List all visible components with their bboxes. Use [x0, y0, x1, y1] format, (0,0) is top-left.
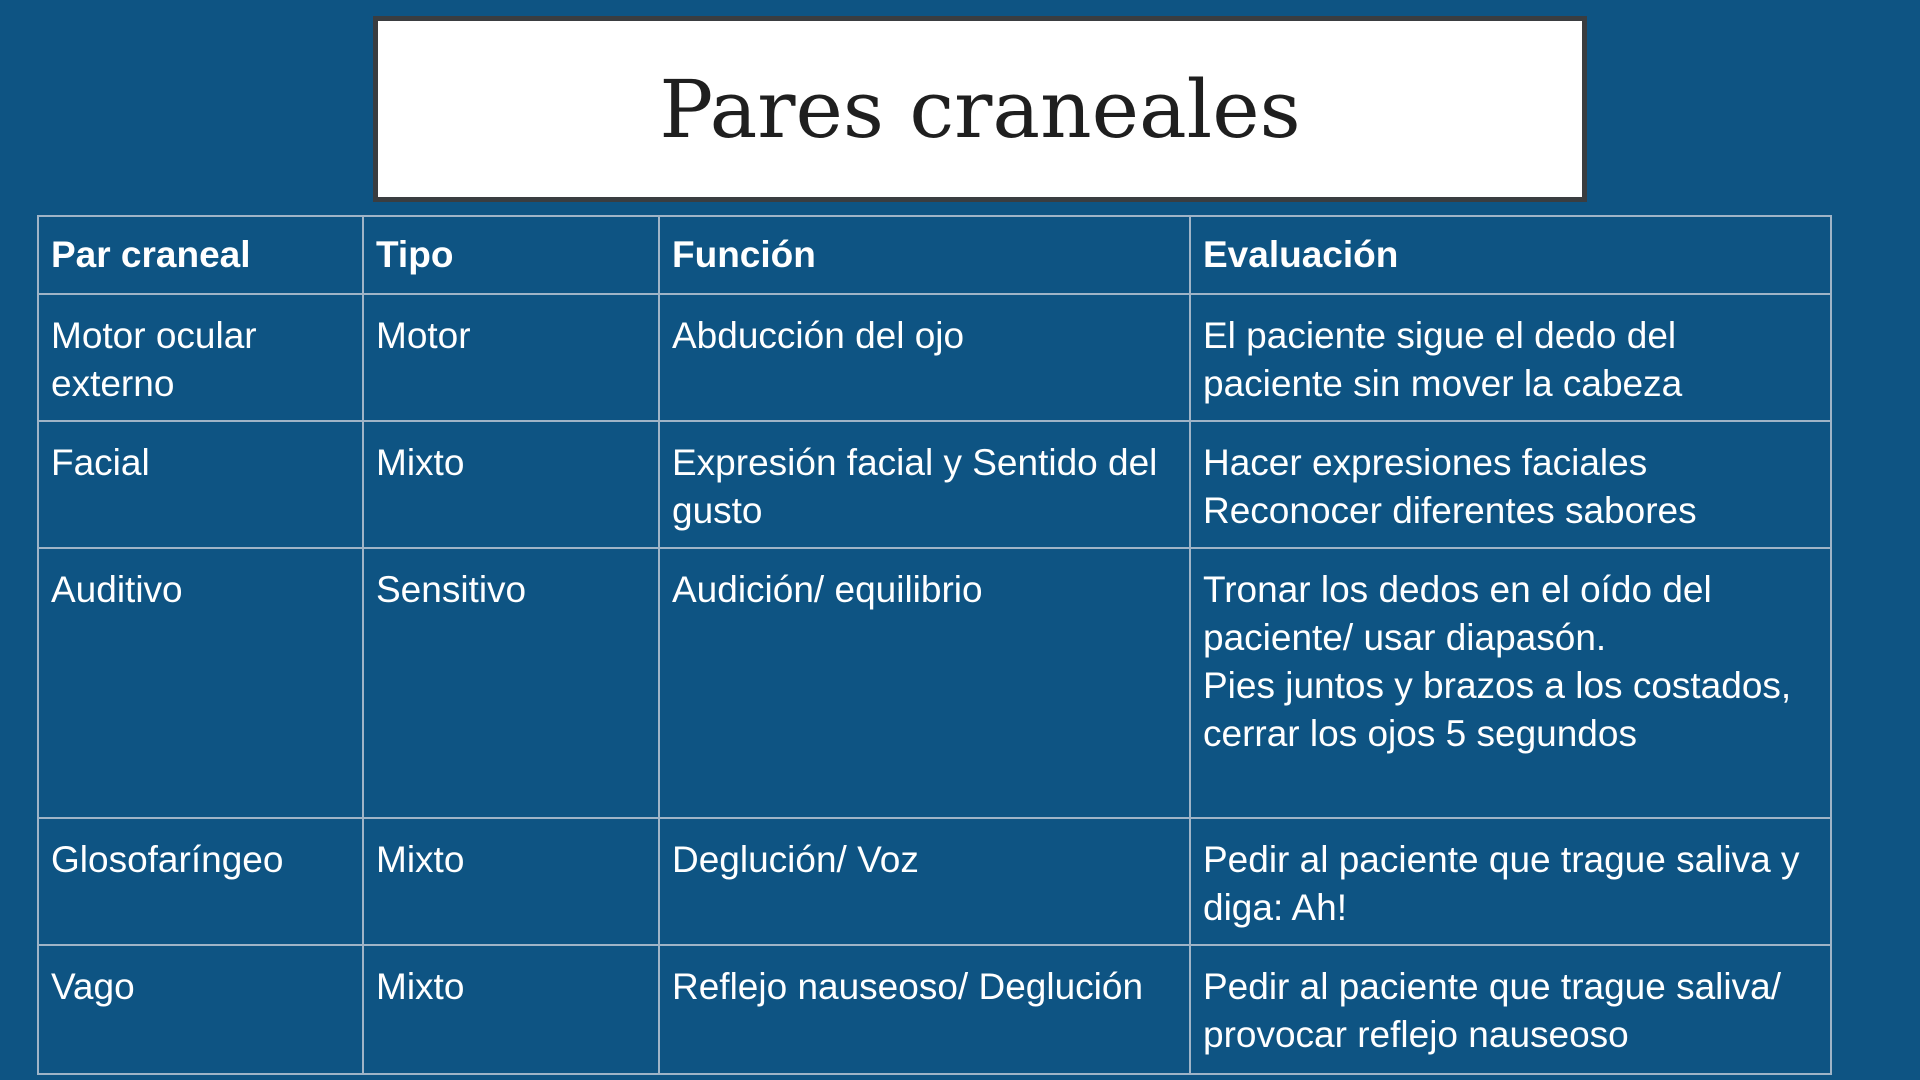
cranial-nerves-table: [37, 215, 1832, 1075]
cell-funcion: Expresión facial y Sentido del gusto: [659, 421, 1190, 548]
cranial-nerves-table-wrapper: [37, 215, 1830, 1075]
evaluacion-line: Tronar los dedos en el oído del paciente/ usar diapasón.: [1203, 569, 1712, 658]
table-row: [38, 818, 1831, 945]
cell-evaluacion: [1190, 818, 1831, 945]
title-box: [373, 16, 1587, 202]
cell-tipo: Mixto: [363, 818, 659, 945]
header-par-craneal: Par craneal: [38, 216, 363, 294]
cell-par: Facial: [38, 421, 363, 548]
cell-tipo: Motor: [363, 294, 659, 421]
evaluacion-line: Hacer expresiones faciales: [1203, 442, 1648, 483]
page-title: Pares craneales: [659, 62, 1301, 156]
header-evaluacion: Evaluación: [1190, 216, 1831, 294]
header-funcion: Función: [659, 216, 1190, 294]
cell-par: Vago: [38, 945, 363, 1074]
table-row: [38, 421, 1831, 548]
evaluacion-line: Pies juntos y brazos a los costados, cerrar los ojos 5 segundos: [1203, 665, 1792, 754]
evaluacion-line: El paciente sigue el dedo del paciente sin mover la cabeza: [1203, 315, 1683, 404]
cell-evaluacion: [1190, 421, 1831, 548]
cell-funcion: Reflejo nauseoso/ Deglución: [659, 945, 1190, 1074]
cell-evaluacion: [1190, 548, 1831, 818]
cell-tipo: Mixto: [363, 945, 659, 1074]
table-row: [38, 945, 1831, 1074]
cell-par: Glosofaríngeo: [38, 818, 363, 945]
evaluacion-line: Reconocer diferentes sabores: [1203, 490, 1697, 531]
cell-funcion: Deglución/ Voz: [659, 818, 1190, 945]
table-row: [38, 294, 1831, 421]
cell-tipo: Sensitivo: [363, 548, 659, 818]
cell-par: Auditivo: [38, 548, 363, 818]
table-row: [38, 548, 1831, 818]
cell-funcion: Abducción del ojo: [659, 294, 1190, 421]
header-tipo: Tipo: [363, 216, 659, 294]
cell-tipo: Mixto: [363, 421, 659, 548]
cell-evaluacion: [1190, 945, 1831, 1074]
cell-evaluacion: [1190, 294, 1831, 421]
cell-funcion: Audición/ equilibrio: [659, 548, 1190, 818]
evaluacion-line: Pedir al paciente que trague saliva y diga: Ah!: [1203, 839, 1800, 928]
table-header-row: [38, 216, 1831, 294]
evaluacion-line: Pedir al paciente que trague saliva/ provocar reflejo nauseoso: [1203, 966, 1781, 1055]
cell-par: Motor ocular externo: [38, 294, 363, 421]
